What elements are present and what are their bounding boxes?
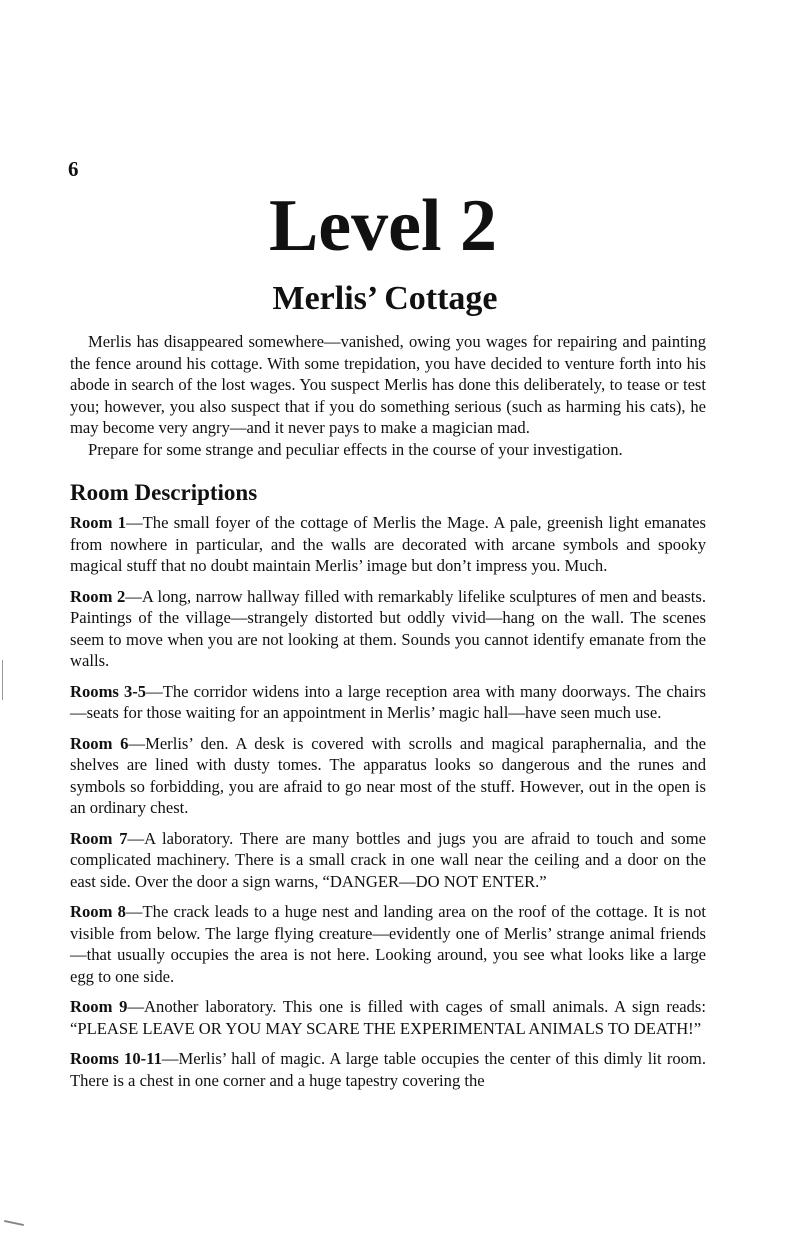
room-description bbox=[70, 681, 706, 724]
intro-paragraph: Merlis has disappeared somewhere—vanished, owing you wages for repairing and painting the fence around his cottage. With some trepidation, you have decided to venture forth into his abode in search of the lost wages. You suspect Merlis has done this deliberately, to tease or test you; however, you also suspect that if you do something serious (such as harming his cats), he may become very angry—and it never pays to make a magician mad. bbox=[70, 332, 706, 437]
scan-artifact bbox=[2, 660, 3, 700]
room-description bbox=[70, 901, 706, 987]
room-description bbox=[70, 733, 706, 819]
room-label: Room 8 bbox=[70, 902, 126, 922]
room-text: —Another laboratory. This one is filled with cages of small animals. A sign reads: “PLEASE LEAVE OR YOU MAY SCARE THE EXPERIMENTAL ANIMALS TO DEATH!” bbox=[70, 997, 706, 1038]
room-text: —A long, narrow hallway filled with remarkably lifelike sculptures of men and beasts. Paintings of the village—strangely distorted but oddly vivid—hang on the wall. The scenes seem to move when you are not looking at them. Sounds you cannot identify emanate from the walls. bbox=[70, 586, 706, 671]
room-label: Rooms 10-11 bbox=[70, 1049, 162, 1069]
intro bbox=[70, 331, 706, 460]
room-label: Room 7 bbox=[70, 828, 128, 848]
room-label: Room 1 bbox=[70, 513, 127, 533]
section-heading: Room Descriptions bbox=[70, 480, 258, 505]
intro-paragraph: Prepare for some strange and peculiar effects in the course of your investigation. bbox=[88, 439, 623, 459]
level-title: Level 2 bbox=[268, 185, 498, 267]
room-description bbox=[70, 586, 706, 672]
scan-artifact bbox=[4, 1220, 24, 1226]
room-text: —Merlis’ hall of magic. A large table occupies the center of this dimly lit room. There is a chest in one corner and a huge tapestry covering the bbox=[70, 1049, 706, 1090]
room-description bbox=[70, 512, 706, 577]
room-label: Room 6 bbox=[70, 733, 129, 753]
room-text: —The crack leads to a huge nest and landing area on the roof of the cottage. It is not visible from below. The large flying creature—evidently one of Merlis’ strange animal friends—that usually occupies the area is not here. Looking around, you see what looks like a large egg to one side. bbox=[70, 902, 706, 986]
room-text: —Merlis’ den. A desk is covered with scrolls and magical paraphernalia, and the shelves are lined with dusty tomes. The apparatus looks so dangerous and the runes and symbols so forbidding, you are afraid to go near most of the stuff. However, out in the open is an ordinary chest. bbox=[70, 733, 706, 818]
chapter-title: Merlis’ Cottage bbox=[272, 280, 498, 317]
room-text: —The small foyer of the cottage of Merlis the Mage. A pale, greenish light emanates from nowhere in particular, and the walls are decorated with arcane symbols and spooky magical stuff that no doubt maintain Merlis’ image but don’t impress you. Much. bbox=[70, 513, 706, 576]
room-text: —A laboratory. There are many bottles and jugs you are afraid to touch and some complicated machinery. There is a small crack in one wall near the ceiling and a door on the east side. Over the door a sign warns, “DANGER—DO NOT ENTER.” bbox=[70, 828, 706, 891]
room-text: —The corridor widens into a large reception area with many doorways. The chairs—seats for those waiting for an appointment in Merlis’ magic hall—have seen much use. bbox=[70, 681, 706, 723]
room-label: Rooms 3-5 bbox=[70, 681, 147, 701]
page-body bbox=[70, 331, 706, 1100]
room-label: Room 9 bbox=[70, 997, 128, 1017]
page-number: 6 bbox=[68, 157, 79, 181]
room-description bbox=[70, 1048, 706, 1091]
room-description bbox=[70, 828, 706, 893]
room-description bbox=[70, 996, 706, 1039]
room-label: Room 2 bbox=[70, 586, 126, 606]
